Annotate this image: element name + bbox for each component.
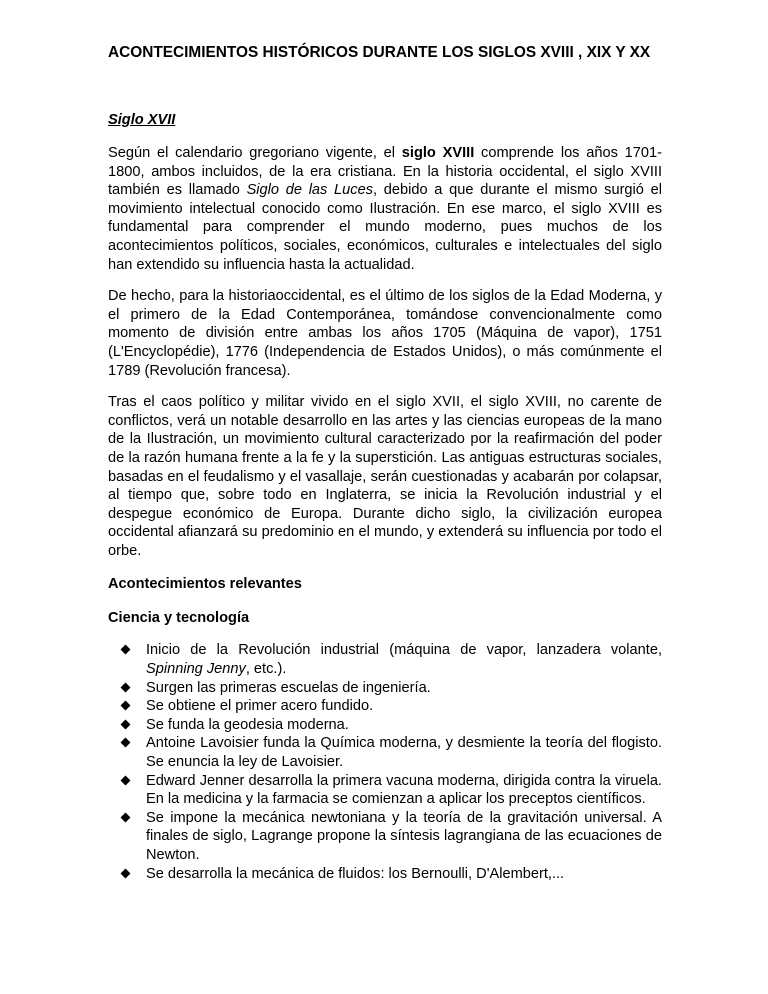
document-title: ACONTECIMIENTOS HISTÓRICOS DURANTE LOS SIGLOS XVIII , XIX Y XX [108,44,651,61]
list-item [108,716,662,735]
bullet-icon [121,812,131,822]
list-item-text-c: , etc.). [245,661,287,678]
bullet-icon [121,682,131,692]
paragraph-1-text-c: comprende los años 1701-1800, ambos incluidos, de la era cristiana. En la historia occidental, el siglo XVIII también es llamado [108,145,662,199]
list-item-text: Se obtiene el primer acero fundido. [146,698,374,715]
list-item-text: Se funda la geodesia moderna. [146,716,349,733]
bullet-icon [121,868,131,878]
bullet-icon [121,701,131,711]
paragraph-3: Tras el caos político y militar vivido en el siglo XVII, el siglo XVIII, no carente de conflictos, verá un notable desarrollo en las artes y las ciencias europeas de la mano de la Ilustración, un movimiento cultural caracterizado por la reafirmación del poder de la razón humana frente a la fe y la superstición. Las antiguas estructuras sociales, basadas en el feudalismo y el vasallaje, serán cuestionadas y acabarán por colapsar, al tiempo que, sobre todo en Inglaterra, se inicia la Revolución industrial y el despegue económico de Europa. Durante dicho siglo, la civilización europea occidental afianzará su predominio en el mundo, y extenderá su influencia por todo el orbe. [108,394,662,559]
list-item-italic: Spinning Jenny [146,661,246,678]
paragraph-1-italic: Siglo de las Luces [246,182,373,199]
section-title: Siglo XVII [108,112,176,128]
list-item-text: Surgen las primeras escuelas de ingeniería. [146,679,431,696]
bullet-icon [121,738,131,748]
list-item-text: Edward Jenner desarrolla la primera vacuna moderna, dirigida contra la viruela. En la medicina y la farmacia se comienzan a aplicar los preceptos científicos. [146,772,662,808]
bullet-icon [121,719,131,729]
list-item [108,679,662,698]
document-page [108,40,662,883]
heading-ciencia: Ciencia y tecnología [108,610,250,627]
list-item-text: Se impone la mecánica newtoniana y la teoría de la gravitación universal. A finales de siglo, Lagrange propone la síntesis lagrangiana de las ecuaciones de Newton. [146,809,662,863]
paragraph-1-bold: siglo XVIII [401,145,475,161]
list-item [108,734,662,771]
heading-acontecimientos: Acontecimientos relevantes [108,576,302,593]
paragraph-1-text-a: Según el calendario gregoriano vigente, el [108,145,402,161]
list-item [108,865,662,884]
list-item-text: Se desarrolla la mecánica de fluidos: los Bernoulli, D'Alembert,... [146,865,565,882]
bullet-icon [121,775,131,785]
paragraph-1 [108,144,662,274]
list-item [108,809,662,865]
list-item [108,641,662,678]
bullet-icon [121,645,131,655]
list-item [108,697,662,716]
list-item [108,772,662,809]
bullet-list [108,641,662,883]
paragraph-1-text-e: , debido a que durante el mismo surgió el movimiento intelectual conocido como Ilustración. En ese marco, el siglo XVIII es fundamental para comprender el mundo moderno, pues muchos de los acontecimientos políticos, sociales, económicos, culturales e intelectuales del siglo han extendido su influencia hasta la actualidad. [108,182,662,273]
paragraph-2: De hecho, para la historiaoccidental, es el último de los siglos de la Edad Moderna, y el primero de la Edad Contemporánea, tomándose convencionalmente como momento de división entre ambas los años 1705 (Máquina de vapor), 1751 (L'Encyclopédie), 1776 (Independencia de Estados Unidos), o más comúnmente el 1789 (Revolución francesa). [108,288,662,379]
list-item-text-a: Inicio de la Revolución industrial (máquina de vapor, lanzadera volante, [146,642,662,659]
list-item-text: Antoine Lavoisier funda la Química moderna, y desmiente la teoría del flogisto. Se enuncia la ley de Lavoisier. [146,735,662,771]
